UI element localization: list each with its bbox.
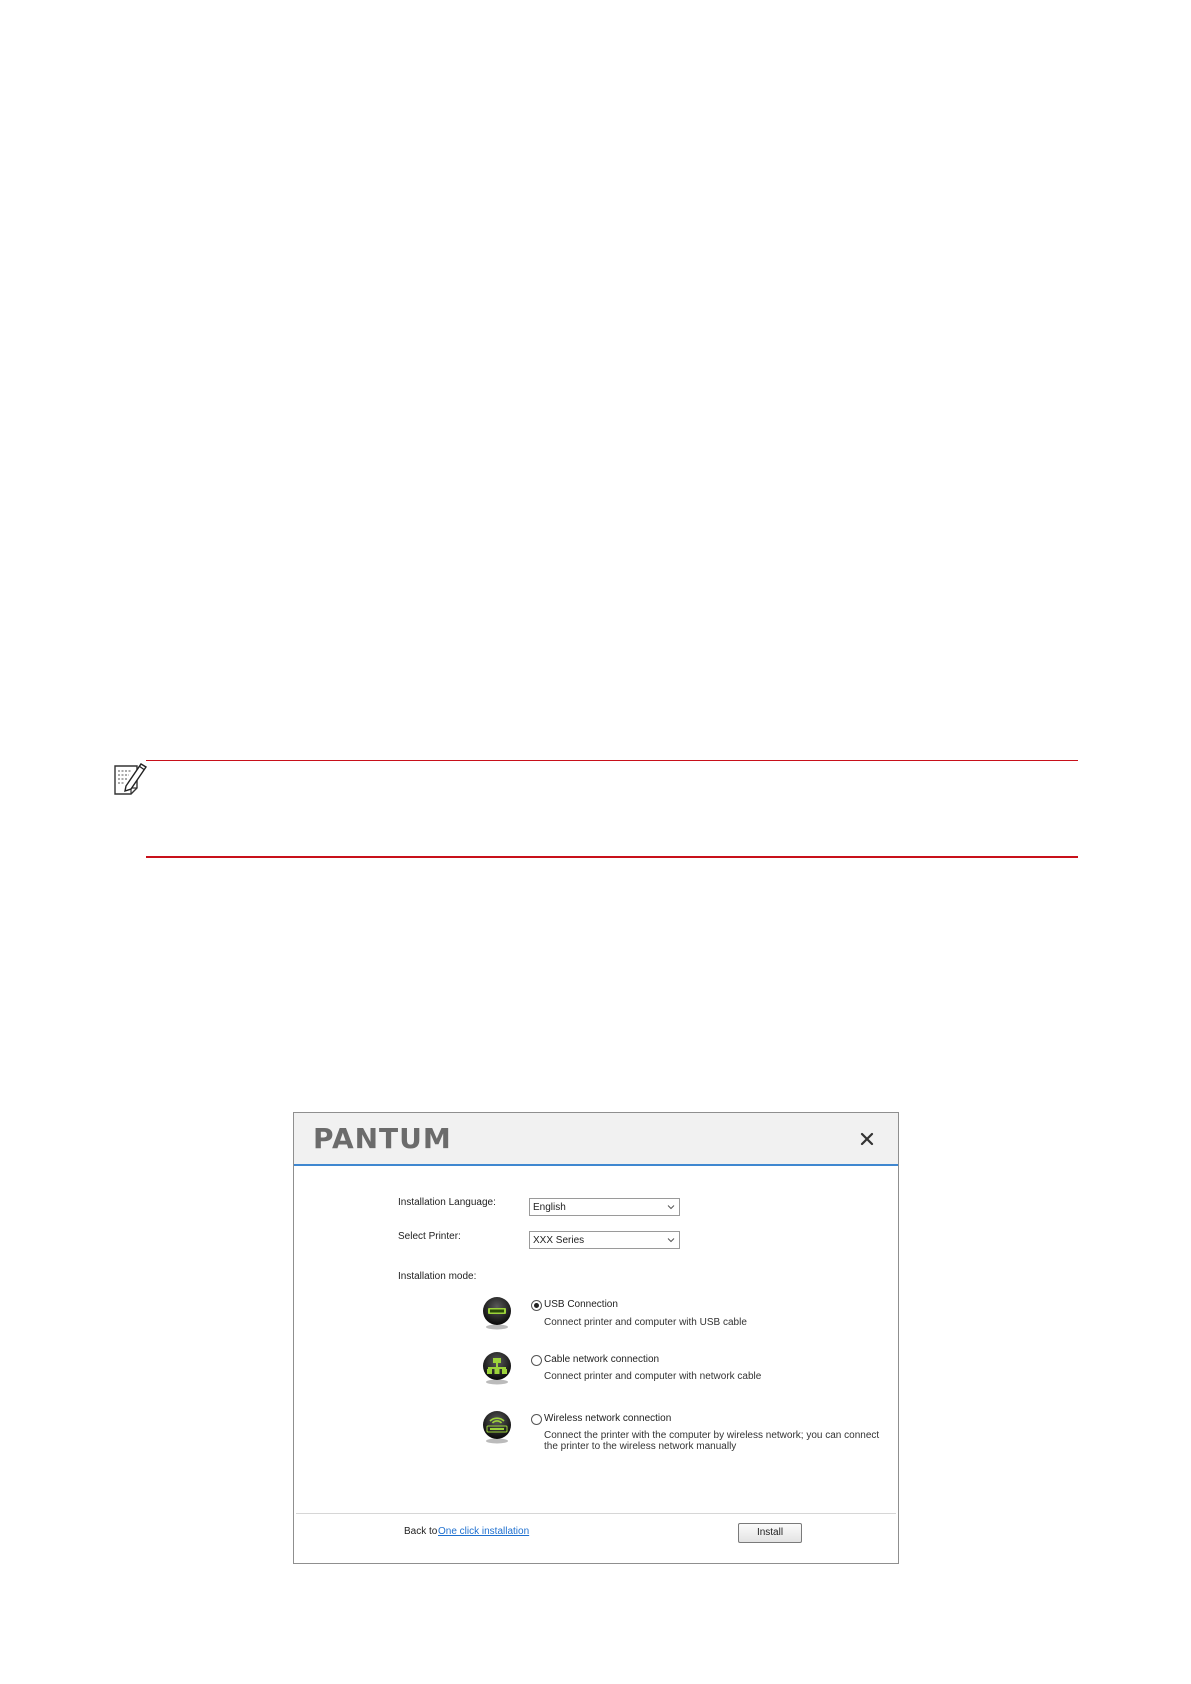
usb-icon <box>481 1296 513 1330</box>
footer-divider <box>296 1513 896 1514</box>
pantum-logo <box>313 1124 485 1154</box>
printer-select[interactable] <box>529 1231 680 1249</box>
wireless-network-label[interactable]: Wireless network connection <box>544 1413 672 1424</box>
installer-dialog <box>293 1112 899 1564</box>
note-top-rule <box>146 760 1078 761</box>
chevron-down-icon <box>666 1235 676 1245</box>
wifi-icon <box>481 1410 513 1444</box>
cable-network-label[interactable]: Cable network connection <box>544 1354 660 1365</box>
wireless-network-description-line2: the printer to the wireless network manually <box>544 1441 737 1452</box>
cable-network-description: Connect printer and computer with network cable <box>544 1371 762 1382</box>
language-select[interactable] <box>529 1198 680 1216</box>
printer-value: XXX Series <box>533 1235 585 1246</box>
cable-network-radio[interactable] <box>531 1355 542 1366</box>
chevron-down-icon <box>666 1202 676 1212</box>
dialog-header <box>294 1113 898 1166</box>
note-bottom-rule <box>146 856 1078 858</box>
usb-connection-radio[interactable] <box>531 1300 542 1311</box>
printer-label: Select Printer: <box>398 1231 461 1242</box>
one-click-installation-link[interactable]: One click installation <box>438 1526 530 1537</box>
installation-mode-label: Installation mode: <box>398 1271 477 1282</box>
close-icon[interactable] <box>855 1127 879 1151</box>
wireless-network-radio[interactable] <box>531 1414 542 1425</box>
ethernet-icon <box>481 1351 513 1385</box>
logo-text: PANTUM <box>313 1124 452 1154</box>
back-to-text: Back to <box>404 1526 438 1537</box>
wireless-network-description-line1: Connect the printer with the computer by wireless network; you can connect <box>544 1430 880 1441</box>
usb-connection-label[interactable]: USB Connection <box>544 1299 618 1310</box>
document-link[interactable] <box>644 314 755 328</box>
usb-connection-description: Connect printer and computer with USB cable <box>544 1317 747 1328</box>
language-value: English <box>533 1202 566 1213</box>
note-pencil-icon <box>111 760 149 796</box>
install-button[interactable]: Install <box>738 1523 802 1543</box>
language-label: Installation Language: <box>398 1197 496 1208</box>
